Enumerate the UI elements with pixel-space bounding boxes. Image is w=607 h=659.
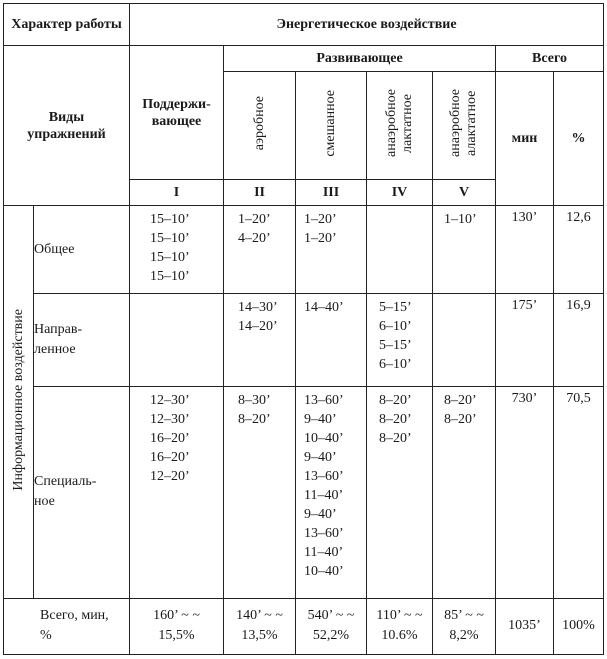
duration-value: 12–30’ <box>150 392 190 408</box>
duration-value: 8–20’ <box>379 411 412 427</box>
anaerobic-alactate-header: анаэробное алактатное <box>433 72 496 180</box>
row-label: Общее <box>34 206 130 294</box>
aerobic-cell <box>224 206 296 294</box>
duration-value: 1–20’ <box>238 212 271 228</box>
duration-value: 9–40’ <box>304 449 337 465</box>
duration-value: 12–30’ <box>150 411 190 427</box>
total-header: Всего <box>496 46 604 72</box>
energy-impact-table <box>3 3 604 655</box>
anaerobic-lactate-cell <box>367 386 433 598</box>
duration-value: 16–20’ <box>150 449 190 465</box>
mixed-cell <box>296 386 367 598</box>
duration-value: 13–60’ <box>304 468 344 484</box>
duration-value: 1–20’ <box>304 212 337 228</box>
anaerobic-lactate-header: анаэробное лактатное <box>367 72 433 180</box>
duration-value: 9–40’ <box>304 411 337 427</box>
duration-value: 10–40’ <box>304 430 344 446</box>
anaerobic-lactate-cell <box>367 294 433 386</box>
anaerobic-alactate-cell <box>433 294 496 386</box>
mixed-cell <box>296 206 367 294</box>
total-pct-cell: 16,9 <box>554 294 604 386</box>
mixed-cell <box>296 294 367 386</box>
duration-value: 14–40’ <box>304 300 344 316</box>
energy-impact-header: Энергетическое воздействие <box>130 4 604 46</box>
duration-value: 15–10’ <box>150 231 190 247</box>
unit-min-header: мин <box>496 72 554 206</box>
duration-value: 8–20’ <box>238 411 271 427</box>
duration-value: 8–30’ <box>238 392 271 408</box>
duration-value: 16–20’ <box>150 430 190 446</box>
supporting-cell <box>130 294 224 386</box>
roman-numeral: V <box>433 180 496 206</box>
totals-cell: 540’ ~ ~ 52,2% <box>296 598 367 654</box>
duration-value: 4–20’ <box>238 231 271 247</box>
duration-value: 5–15’ <box>379 300 412 316</box>
anaerobic-alactate-cell <box>433 386 496 598</box>
exercise-types-header: Виды упражнений <box>4 46 130 206</box>
aerobic-cell <box>224 294 296 386</box>
duration-value: 15–10’ <box>150 212 190 228</box>
duration-value: 5–15’ <box>379 338 412 354</box>
duration-value: 6–10’ <box>379 357 412 373</box>
total-min-cell: 175’ <box>496 294 554 386</box>
row-label: Направ- ленное <box>34 294 130 386</box>
duration-value: 12–20’ <box>150 468 190 484</box>
table-row <box>4 386 604 598</box>
duration-value: 8–20’ <box>379 392 412 408</box>
supporting-cell <box>130 206 224 294</box>
mixed-header: смешанное <box>296 72 367 180</box>
roman-numeral: III <box>296 180 367 206</box>
duration-value: 14–20’ <box>238 319 278 335</box>
duration-value: 15–10’ <box>150 269 190 285</box>
roman-numeral: IV <box>367 180 433 206</box>
duration-value: 9–40’ <box>304 506 337 522</box>
totals-cell: 110’ ~ ~ 10.6% <box>367 598 433 654</box>
totals-cell: 140’ ~ ~ 13,5% <box>224 598 296 654</box>
duration-value: 11–40’ <box>304 544 344 560</box>
totals-label: Всего, мин, % <box>4 598 130 654</box>
totals-cell: 160’ ~ ~ 15,5% <box>130 598 224 654</box>
work-character-header: Характер работы <box>4 4 130 46</box>
duration-value: 1–10’ <box>444 212 477 228</box>
supporting-header: Поддержи- вающее <box>130 46 224 180</box>
duration-value: 13–60’ <box>304 525 344 541</box>
duration-value: 8–20’ <box>444 411 477 427</box>
roman-numeral: I <box>130 180 224 206</box>
developing-header: Развивающее <box>224 46 496 72</box>
totals-cell: 85’ ~ ~ 8,2% <box>433 598 496 654</box>
aerobic-header: аэробное <box>224 72 296 180</box>
row-label: Специаль- ное <box>34 386 130 598</box>
duration-value: 11–40’ <box>304 487 344 503</box>
totals-min-cell: 1035’ <box>496 598 554 654</box>
total-min-cell: 730’ <box>496 386 554 598</box>
total-pct-cell: 70,5 <box>554 386 604 598</box>
supporting-cell <box>130 386 224 598</box>
duration-value: 14–30’ <box>238 300 278 316</box>
info-impact-label: Информационное воздействие <box>4 206 34 599</box>
total-pct-cell: 12,6 <box>554 206 604 294</box>
anaerobic-lactate-cell <box>367 206 433 294</box>
duration-value: 15–10’ <box>150 250 190 266</box>
aerobic-cell <box>224 386 296 598</box>
totals-row <box>4 598 604 654</box>
total-min-cell: 130’ <box>496 206 554 294</box>
duration-value: 10–40’ <box>304 563 344 579</box>
duration-value: 6–10’ <box>379 319 412 335</box>
duration-value: 1–20’ <box>304 231 337 247</box>
table-row <box>4 206 604 294</box>
roman-numeral: II <box>224 180 296 206</box>
duration-value: 8–20’ <box>444 392 477 408</box>
table-row <box>4 294 604 386</box>
duration-value: 8–20’ <box>379 430 412 446</box>
totals-pct-cell: 100% <box>554 598 604 654</box>
anaerobic-alactate-cell <box>433 206 496 294</box>
unit-pct-header: % <box>554 72 604 206</box>
duration-value: 13–60’ <box>304 392 344 408</box>
